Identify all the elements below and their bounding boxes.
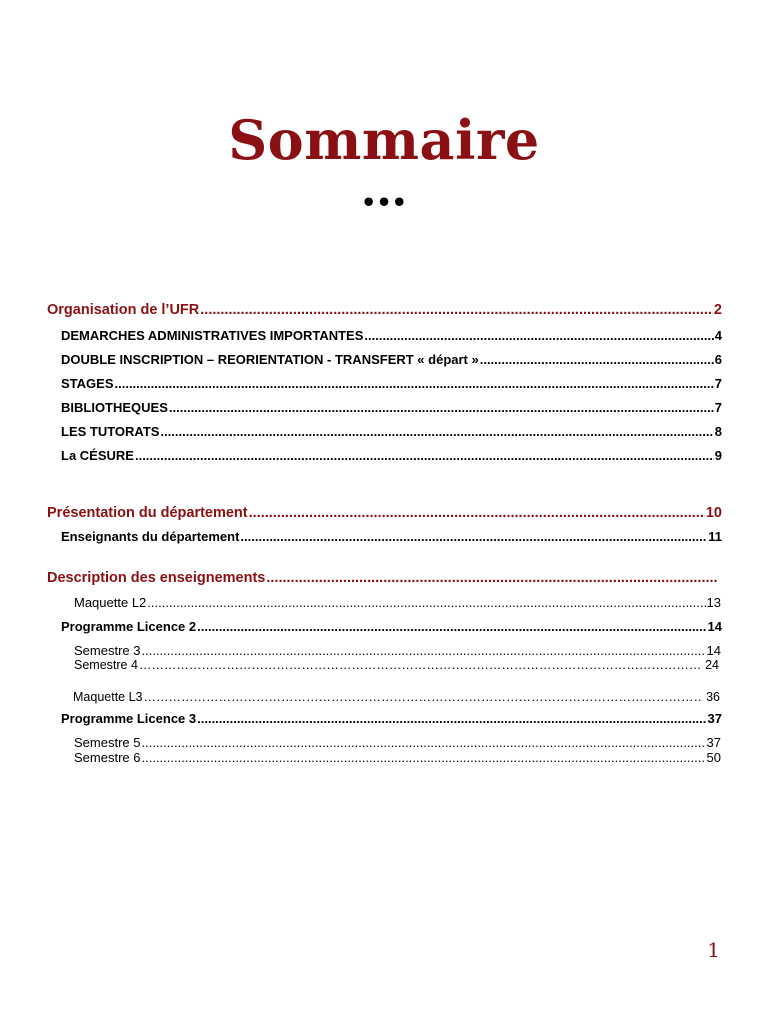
toc-entry-programme-l3[interactable] bbox=[61, 711, 722, 726]
toc-page: 8 bbox=[714, 424, 722, 439]
toc-leader bbox=[200, 302, 713, 318]
toc-label: BIBLIOTHEQUES bbox=[61, 400, 168, 415]
toc-page: 9 bbox=[714, 448, 722, 463]
toc-entry-description[interactable] bbox=[47, 570, 719, 586]
toc-entry-stages[interactable] bbox=[61, 376, 722, 391]
toc-page: 14 bbox=[706, 643, 721, 658]
toc-entry-presentation[interactable] bbox=[47, 505, 722, 521]
toc-leader bbox=[197, 619, 706, 634]
toc-leader bbox=[141, 750, 705, 765]
toc-entry-bibliotheques[interactable] bbox=[61, 400, 722, 415]
toc-page: 37 bbox=[706, 735, 721, 750]
toc-label: Maquette L2 bbox=[74, 595, 147, 610]
toc-label: Semestre 4 bbox=[74, 658, 138, 672]
toc-leader bbox=[139, 658, 700, 672]
toc-entry-semestre-5[interactable] bbox=[74, 735, 721, 750]
toc-label: Semestre 6 bbox=[74, 750, 141, 765]
toc-entry-organisation[interactable] bbox=[47, 302, 722, 318]
toc-entry-semestre-3[interactable] bbox=[74, 643, 721, 658]
toc-page: 14 bbox=[707, 619, 722, 634]
toc-entry-maquette-l2[interactable] bbox=[74, 595, 721, 610]
toc-page: 37 bbox=[707, 711, 722, 726]
toc-label: LES TUTORATS bbox=[61, 424, 160, 439]
toc-leader bbox=[480, 352, 714, 367]
page-title: Sommaire bbox=[228, 108, 540, 172]
toc-page: 2 bbox=[713, 302, 722, 318]
toc-label: STAGES bbox=[61, 376, 114, 391]
toc-leader bbox=[141, 643, 705, 658]
toc-entry-maquette-l3[interactable] bbox=[73, 690, 720, 704]
toc-leader bbox=[169, 400, 714, 415]
toc-leader bbox=[144, 690, 703, 704]
toc-leader bbox=[240, 529, 707, 544]
toc-page: 50 bbox=[706, 750, 721, 765]
toc-label: Semestre 5 bbox=[74, 735, 141, 750]
toc-leader bbox=[197, 711, 706, 726]
toc-page: 24 bbox=[705, 658, 719, 672]
toc-entry-tutorats[interactable] bbox=[61, 424, 722, 439]
toc-label: La CÉSURE bbox=[61, 448, 134, 463]
toc-leader bbox=[160, 424, 713, 439]
toc-label: Maquette L3 bbox=[73, 690, 143, 704]
toc-leader bbox=[147, 595, 705, 610]
toc-entry-semestre-6[interactable] bbox=[74, 750, 721, 765]
toc-page: 11 bbox=[708, 529, 722, 544]
toc-page: 6 bbox=[714, 352, 722, 367]
toc-entry-semestre-4[interactable] bbox=[74, 658, 719, 672]
toc-page: 4 bbox=[714, 328, 722, 343]
toc-page: 7 bbox=[714, 376, 722, 391]
title-ornament: ••• bbox=[360, 188, 408, 217]
toc-entry-demarches[interactable] bbox=[61, 328, 722, 343]
toc-leader bbox=[364, 328, 713, 343]
toc-page: 10 bbox=[705, 505, 722, 521]
toc-label: Organisation de l’UFR bbox=[47, 302, 200, 318]
toc-entry-enseignants[interactable] bbox=[61, 529, 722, 544]
toc-label: Enseignants du département bbox=[61, 529, 240, 544]
toc-page: 7 bbox=[714, 400, 722, 415]
toc-label: Semestre 3 bbox=[74, 643, 141, 658]
toc-label: DOUBLE INSCRIPTION – REORIENTATION - TRANSFERT « départ » bbox=[61, 352, 479, 367]
toc-label: Programme Licence 2 bbox=[61, 619, 197, 634]
toc-leader bbox=[115, 376, 714, 391]
toc-page: 13 bbox=[706, 595, 721, 610]
toc-leader bbox=[249, 505, 705, 521]
toc-leader bbox=[135, 448, 714, 463]
toc-label: Programme Licence 3 bbox=[61, 711, 197, 726]
toc-entry-double-inscription[interactable] bbox=[61, 352, 722, 367]
toc-entry-cesure[interactable] bbox=[61, 448, 722, 463]
toc-label: Présentation du département bbox=[47, 505, 248, 521]
toc-entry-programme-l2[interactable] bbox=[61, 619, 722, 634]
toc-leader bbox=[141, 735, 705, 750]
toc-page: 36 bbox=[706, 690, 720, 704]
toc-label: Description des enseignements bbox=[47, 570, 266, 586]
page-number: 1 bbox=[707, 938, 720, 962]
toc-leader bbox=[266, 570, 718, 586]
toc-label: DEMARCHES ADMINISTRATIVES IMPORTANTES bbox=[61, 328, 364, 343]
